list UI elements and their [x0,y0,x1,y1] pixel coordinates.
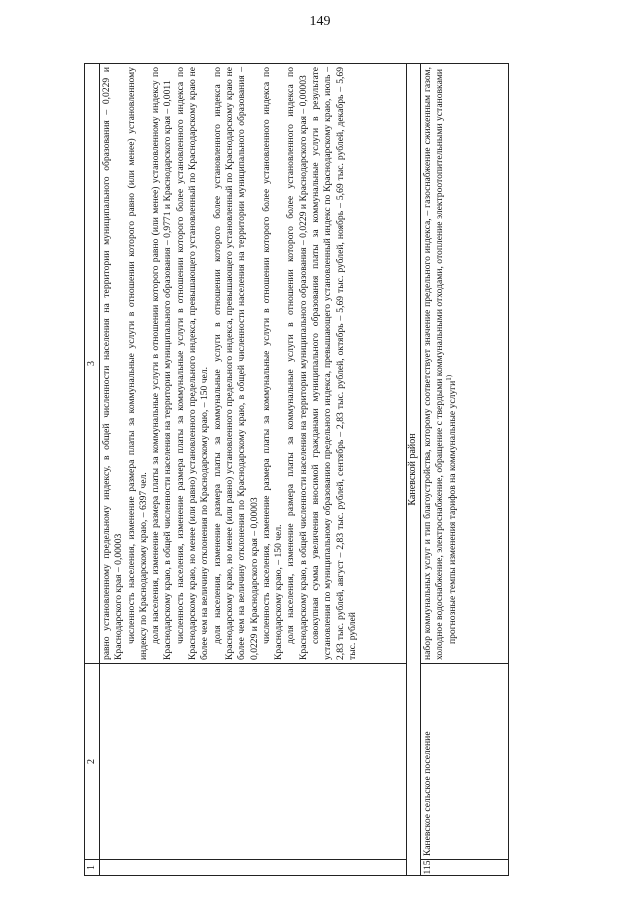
continuation-paragraph: численность населения, изменение размера платы за коммунальные услуги в отношении которого равно (или менее) установленному индексу по Краснодарскому краю, – 6397 чел. [125,67,149,660]
table-row-115 [421,64,509,876]
continuation-text-cell [100,64,407,664]
header-col-3: 3 [85,64,100,664]
continuation-paragraph: численность населения, изменение размера платы за коммунальные услуги в отношении которого более установленного индекса по Краснодарскому краю, – 150 чел. [260,67,285,660]
section-title: Каневской район [407,64,421,876]
row-115-paragraph-2 [444,67,459,660]
continuation-number-cell [100,860,407,876]
rotated-table-container [84,64,509,876]
row-number: 115 [421,860,509,876]
continuation-paragraph: доля населения, изменение размера платы за коммунальные услуги в отношении которого более установленного индекса по Краснодарскому краю, в общей численности населения на территории муниципального образования – 0,0229 и Краснодарского края – 0,00003 [285,67,309,660]
header-col-1: 1 [85,860,100,876]
continuation-paragraph: равно установленному предельному индексу, в общей численности населения на территории муниципального образования – 0,0229 и Краснодарского края – 0,00003 [101,67,125,660]
footnote-mark: 1) [444,374,453,381]
row-115-paragraph-1: набор коммунальных услуг и тип благоустройства, которому соответствует значение предельного индекса, – газоснабжение сжиженным газом, холодное водоснабжение, электроснабжение, обращение с твердыми коммунальными отходами, отопление электроотопительными установками [422,67,446,660]
continuation-paragraph: совокупная сумма увеличения вносимой гражданами муниципального образования платы за коммунальные услуги в результате установления по муниципальному образованию предельного индекса, превышающего установленный индекс по Краснодарскому краю, июль – 2,83 тыс. рублей, август – 2,83 тыс. рублей, сентябрь – 2,83 тыс. рублей, октябрь – 5,69 тыс. рублей, ноябрь – 5,69 тыс. рублей, декабрь – 5,69 тыс. рублей [310,67,358,660]
page-number: 149 [309,14,331,29]
continuation-settlement-cell [100,664,407,860]
continuation-row [100,64,407,876]
continuation-paragraph: численность населения, изменение размера платы за коммунальные услуги в отношении которого более установленного индекса по Краснодарскому краю, но менее (или равно) установленного предельного индекса, превышающего установленный по Краснодарскому краю не более чем на величину отклонения по Краснодарскому краю, – 150 чел. [174,67,211,660]
continuation-paragraph: доля населения, изменение размера платы за коммунальные услуги в отношении которого равно (или менее) установленному индексу по Краснодарскому краю, в общей численности населения на территории муниципального образования – 0,9771 и Краснодарского края – 0,0011 [150,67,174,660]
continuation-paragraph: доля населения, изменение размера платы за коммунальные услуги в отношении которого более установленного индекса по Краснодарскому краю, но менее (или равно) установленного предельного индекса, превышающего установленный по Краснодарскому краю не более чем на величину отклонения по Краснодарскому краю, в общей численности населения на территории муниципального образования – 0,0229 и Краснодарского края – 0,00003 [211,67,260,660]
header-col-2: 2 [85,664,100,860]
row-115-text-cell [421,64,509,664]
row-115-paragraph-2-text: прогнозные темпы изменения тарифов на коммунальные услуги [446,380,458,644]
section-row [407,64,421,876]
tariff-table [84,63,509,876]
settlement-name: Каневское сельское поселение [421,664,509,860]
table-header-row [85,64,100,876]
